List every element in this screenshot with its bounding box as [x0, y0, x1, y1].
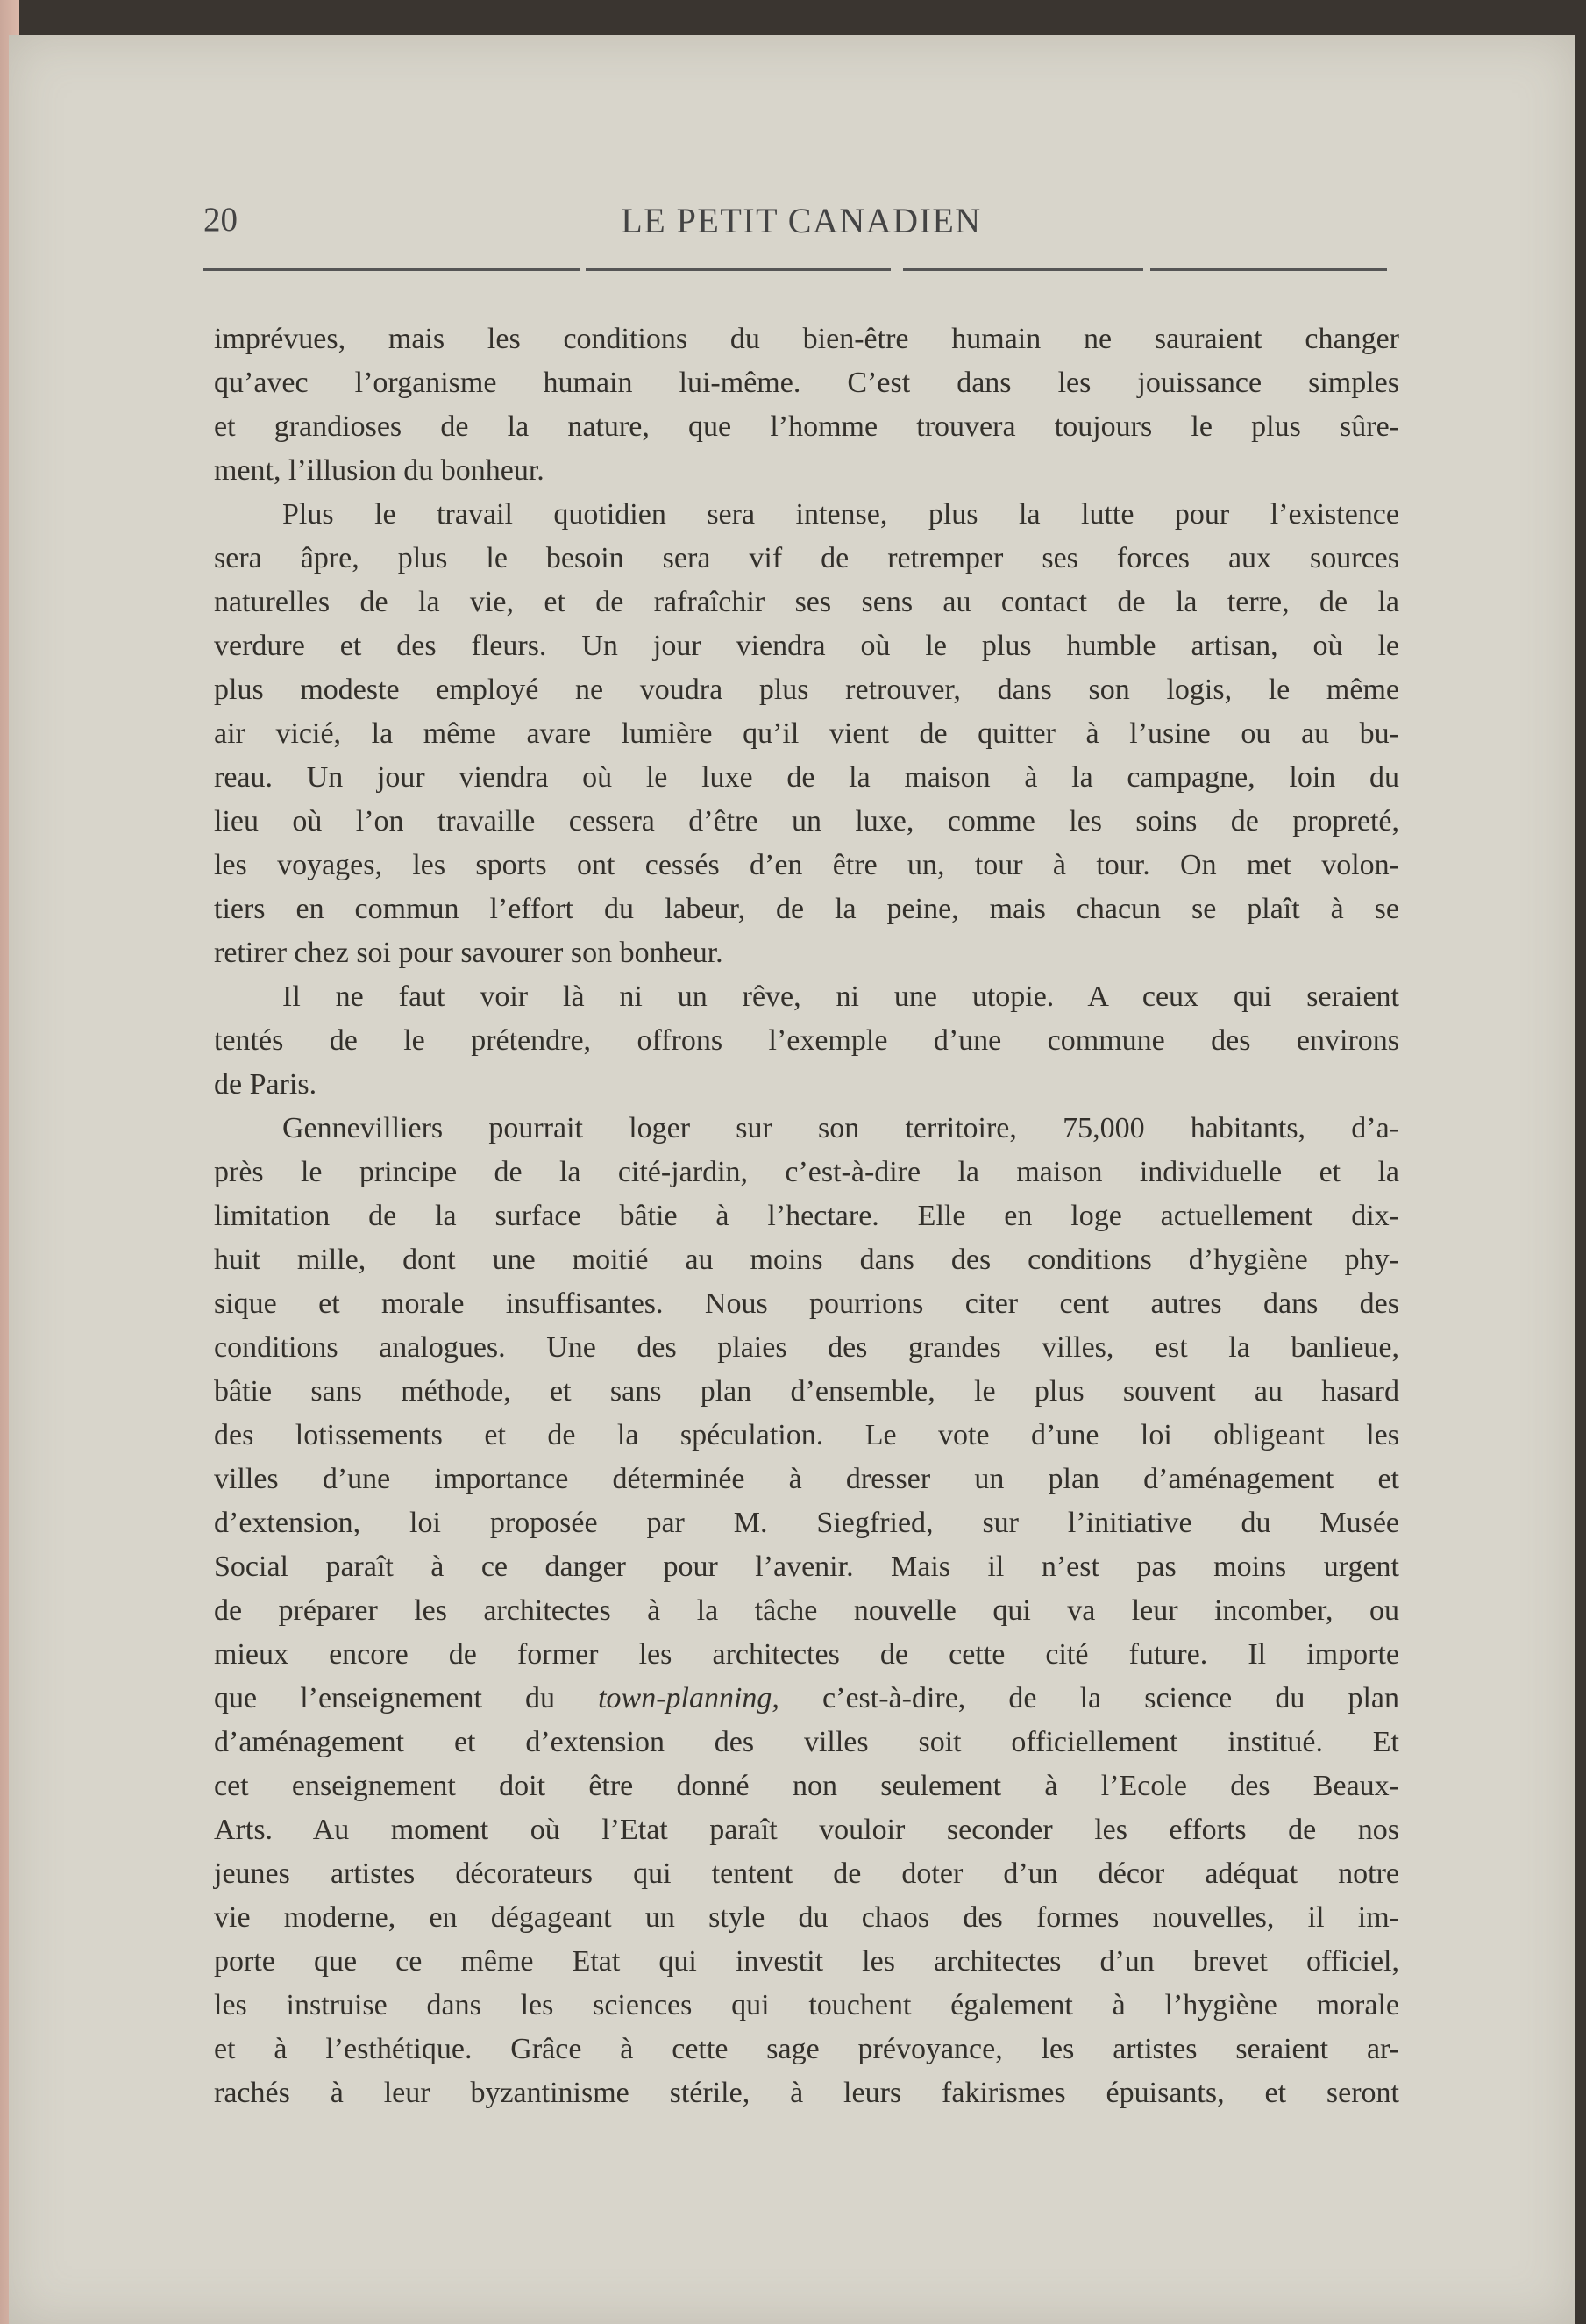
text-line: verdure et des fleurs. Un jour viendra où le plus humble artisan, où le: [214, 630, 1399, 662]
text-line: reau. Un jour viendra où le luxe de la maison à la campagne, loin du: [214, 761, 1399, 794]
text-segment: que l’enseignement du: [214, 1682, 599, 1714]
text-line: cet enseignement doit être donné non seulement à l’Ecole des Beaux-: [214, 1770, 1399, 1802]
text-line: d’aménagement et d’extension des villes soit officiellement institué. Et: [214, 1726, 1399, 1758]
text-line: sera âpre, plus le besoin sera vif de retremper ses forces aux sources: [214, 542, 1399, 574]
running-title: LE PETIT CANADIEN: [621, 201, 982, 240]
text-line: tentés de le prétendre, offrons l’exemple d’une commune des environs: [214, 1024, 1399, 1057]
text-line: Il ne faut voir là ni un rêve, ni une utopie. A ceux qui seraient: [282, 980, 1399, 1013]
body-text: [214, 317, 1399, 2115]
text-line: porte que ce même Etat qui investit les architectes d’un brevet officiel,: [214, 1945, 1399, 1978]
text-line: plus modeste employé ne voudra plus retrouver, dans son logis, le même: [214, 674, 1399, 706]
header-rule: [1150, 268, 1387, 271]
text-line: Social paraît à ce danger pour l’avenir. Mais il n’est pas moins urgent: [214, 1551, 1399, 1583]
text-line: les instruise dans les sciences qui touchent également à l’hygiène morale: [214, 1989, 1399, 2021]
text-line: sique et morale insuffisantes. Nous pourrions citer cent autres dans des: [214, 1287, 1399, 1320]
text-line: des lotissements et de la spéculation. Le vote d’une loi obligeant les: [214, 1419, 1399, 1451]
page-header: [203, 195, 1399, 247]
text-line: Gennevilliers pourrait loger sur son territoire, 75,000 habitants, d’a-: [282, 1112, 1399, 1144]
text-line: villes d’une importance déterminée à dresser un plan d’aménagement et: [214, 1463, 1399, 1495]
page-number: 20: [203, 201, 238, 239]
text-line: Arts. Au moment où l’Etat paraît vouloir seconder les efforts de nos: [214, 1814, 1399, 1846]
text-line-italic-term: [214, 1677, 1399, 1721]
text-line: ment, l’illusion du bonheur.: [214, 454, 544, 487]
text-line: conditions analogues. Une des plaies des grandes villes, est la banlieue,: [214, 1331, 1399, 1364]
text-line: les voyages, les sports ont cessés d’en être un, tour à tour. On met volon-: [214, 849, 1399, 881]
text-line: de Paris.: [214, 1068, 317, 1101]
text-line: de préparer les architectes à la tâche nouvelle qui va leur incomber, ou: [214, 1594, 1399, 1627]
text-line: retirer chez soi pour savourer son bonheur.: [214, 937, 723, 969]
text-line: tiers en commun l’effort du labeur, de la peine, mais chacun se plaît à se: [214, 893, 1399, 925]
text-line: limitation de la surface bâtie à l’hectare. Elle en loge actuellement dix-: [214, 1200, 1399, 1232]
text-line: près le principe de la cité-jardin, c’est-à-dire la maison individuelle et la: [214, 1156, 1399, 1188]
text-line: jeunes artistes décorateurs qui tentent de doter d’un décor adéquat notre: [214, 1857, 1399, 1890]
text-line: Plus le travail quotidien sera intense, plus la lutte pour l’existence: [282, 498, 1399, 531]
text-line: rachés à leur byzantinisme stérile, à leurs fakirismes épuisants, et seront: [214, 2077, 1399, 2109]
header-rule: [203, 268, 580, 271]
text-line: mieux encore de former les architectes de cette cité future. Il importe: [214, 1638, 1399, 1671]
header-rule: [903, 268, 1143, 271]
text-line: huit mille, dont une moitié au moins dans des conditions d’hygiène phy-: [214, 1244, 1399, 1276]
header-rule: [586, 268, 891, 271]
text-line: naturelles de la vie, et de rafraîchir ses sens au contact de la terre, de la: [214, 586, 1399, 618]
text-segment: c’est-à-dire, de la science du plan: [779, 1682, 1400, 1714]
text-line: imprévues, mais les conditions du bien-être humain ne sauraient changer: [214, 323, 1399, 355]
text-line: qu’avec l’organisme humain lui-même. C’est dans les jouissance simples: [214, 367, 1399, 399]
italic-term: town-planning,: [598, 1682, 779, 1714]
text-line: et grandioses de la nature, que l’homme trouvera toujours le plus sûre-: [214, 410, 1399, 443]
text-line: lieu où l’on travaille cessera d’être un luxe, comme les soins de propreté,: [214, 805, 1399, 838]
text-line: et à l’esthétique. Grâce à cette sage prévoyance, les artistes seraient ar-: [214, 2033, 1399, 2065]
text-line: d’extension, loi proposée par M. Siegfried, sur l’initiative du Musée: [214, 1507, 1399, 1539]
text-line: bâtie sans méthode, et sans plan d’ensemble, le plus souvent au hasard: [214, 1375, 1399, 1408]
text-line: air vicié, la même avare lumière qu’il vient de quitter à l’usine ou au bu-: [214, 717, 1399, 750]
text-line: vie moderne, en dégageant un style du chaos des formes nouvelles, il im-: [214, 1901, 1399, 1934]
